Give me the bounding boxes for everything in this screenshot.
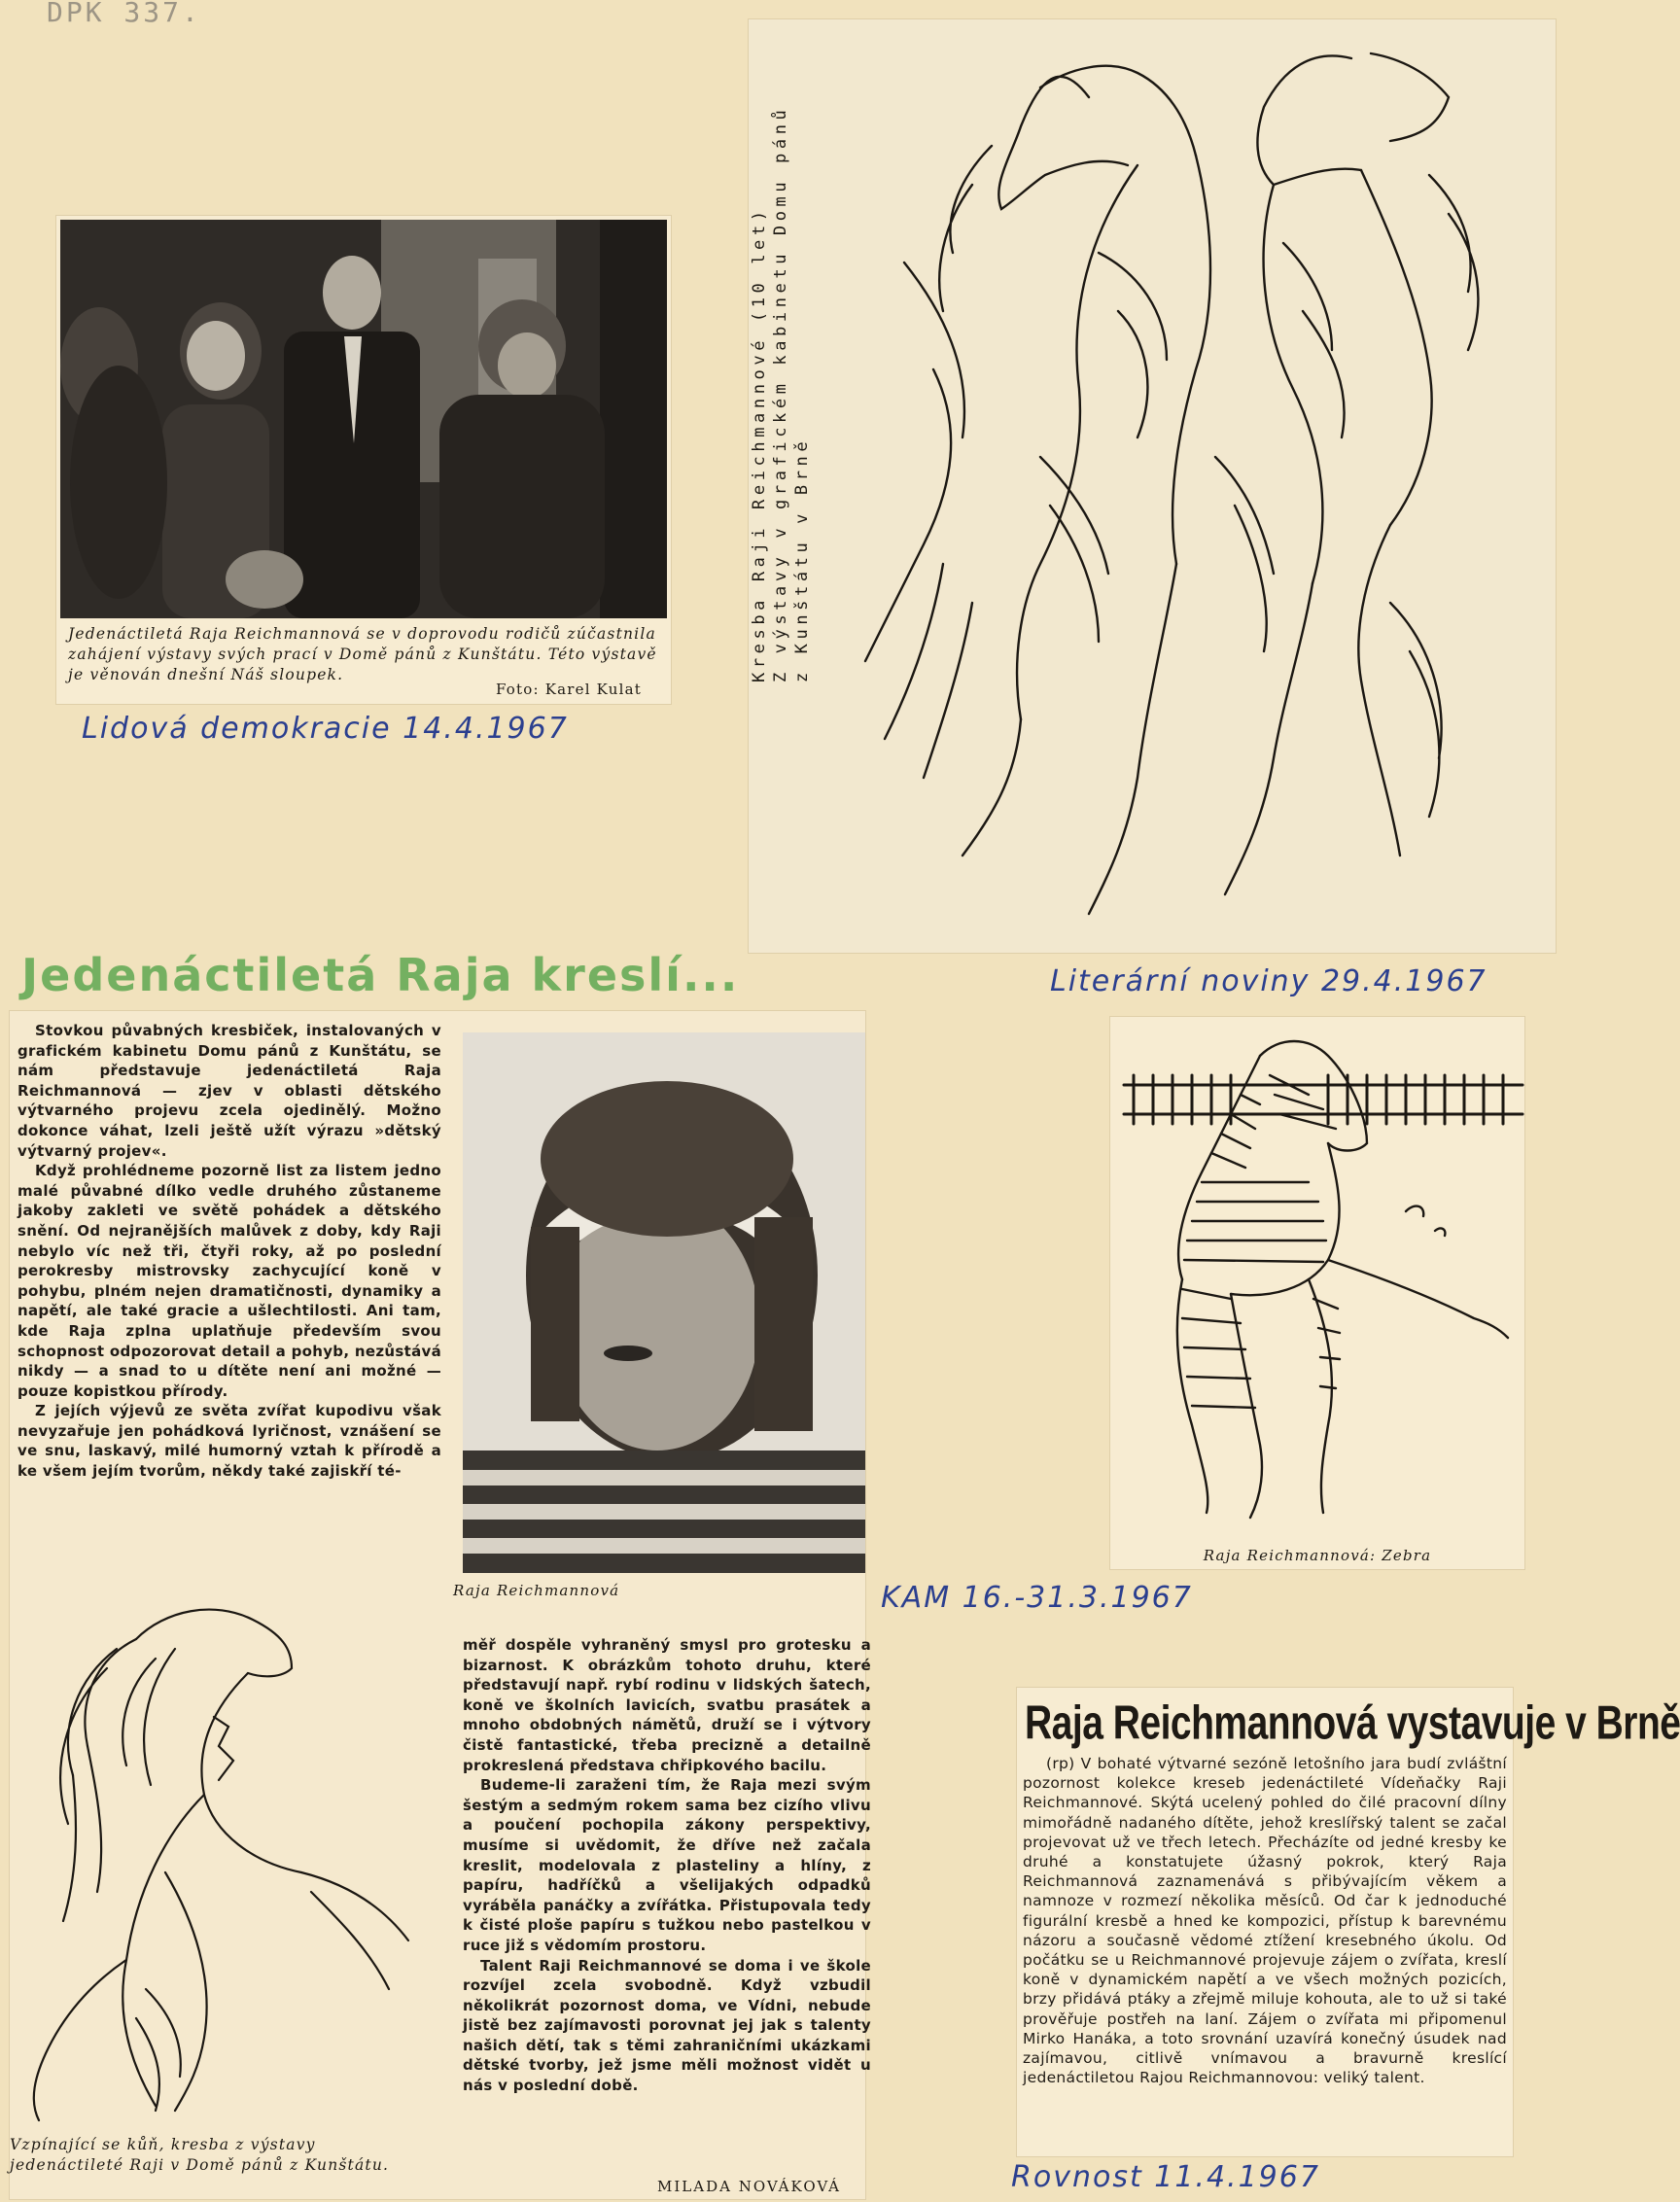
archive-stamp: DPK 337. [47, 0, 201, 28]
article-paragraph: Talent Raji Reichmannové se doma i ve škole rozvíjel zcela svobodně. Když vzbudil několikrát pozornost doma, ve Vídni, nebude jistě bez zajímavosti porovnat jej jak s talenty našich dětí, tak s těmi zahraničními ukázkami dětské tvorby, jež jsme měli možnost vidět u nás v poslední době. [463, 1956, 871, 2095]
article-column-2 [463, 1635, 871, 2096]
vertical-caption-line-3: z Kunštátu v Brně [792, 437, 812, 682]
article-paragraph: Budeme-li zaraženi tím, že Raja mezi svým šestým a sedmým rokem sama bez cizího vlivu a poučení pochopila zákony perspektivy, musíme si uvědomit, že dříve než začala kreslit, modelovala z plasteliny a hlíny, z papíru, hadříčků a všelijakých odpadků vyráběla panáčky a zvířátka. Přistupovala tedy k čisté ploše papíru s tužkou nebo pastelkou v ruce již s vědomím prostoru. [463, 1776, 871, 1954]
handwritten-source-4: KAM 16.-31.3.1967 [881, 1581, 1193, 1615]
article-author: MILADA NOVÁKOVÁ [657, 2178, 841, 2195]
article-paragraph: měř dospěle vyhraněný smysl pro grotesku a bizarnost. K obrázkům tohoto druhu, které představují např. rybí rodinu v lidských šatech, koně ve školních lavicích, svatbu prasátek a mnoho obdobných námětů, druží se i výtvory čistě fantastické, třeba precizně a detailně prokreslená představa chřipkového bacilu. [463, 1636, 871, 1774]
portrait-caption: Raja Reichmannová [453, 1582, 620, 1599]
clipping-horses-drawing [749, 19, 1556, 953]
handwritten-source-2: Literární noviny 29.4.1967 [1050, 964, 1488, 998]
article-column-1 [18, 1021, 441, 1482]
rovnost-headline: Raja Reichmannová vystavuje v Brně [1025, 1697, 1680, 1750]
photo-caption: Jedenáctiletá Raja Reichmannová se v doprovodu rodičů zúčastnila zahájení výstavy svých prací v Domě pánů z Kunštátu. Této výstavě je věnován dnešní Náš sloupek. [68, 625, 657, 683]
vertical-caption [749, 21, 813, 682]
article-paragraph: Stovkou půvabných kresbiček, instalovaných v grafickém kabinetu Domu pánů z Kunštátu, se nám představuje jedenáctiletá Raja Reichmannová — zjev v oblasti dětského výtvarného projevu zcela ojedinělý. Možno dokonce váhat, lzeli ještě užít výrazu »dětský výtvarný projev«. [18, 1022, 441, 1160]
rovnost-paragraph: (rp) V bohaté výtvarné sezóně letošního jara budí zvláštní pozornost kolekce kreseb jedenáctileté Vídeňačky Raji Reichmannové. Skýtá ucelený pohled do čilé pracovní dílny mimořádně nadaného dítěte, jehož kreslířský talent se začal projevovat už ve třech letech. Přecházíte od jedné kresby ke druhé a konstatujete úžasný pokrok, který Raja Reichmannová zaznamenává s přibývajícím věkem a namnoze v rozmezí několika měsíců. Od čar k jednoduché figurální kresbě a hned ke kompozici, přístup k barevnému názoru a současně vědomé ztížení kresebného úkolu. Od počátku se u Reichmannové projevuje zájem o zvířata, kreslí koně v dynamickém napětí a ve všech možných pozicích, brzy přidává ptáky a zřejmě miluje kohouta, ale to už si také prověřuje postřeh na laní. Zájem o zvířata mi připomenul Mirko Hanáka, a toto srovnání uzavírá konečný úsudek nad zajímavou, citlivě vnímavou a bravurně kreslící jedenáctiletou Rajou Reichmannovou: veliký talent. [1023, 1755, 1507, 2087]
handwritten-source-1: Lidová demokracie 14.4.1967 [82, 712, 569, 746]
vertical-caption-line-2: Z výstavy v grafickém kabinetu Domu pánů [771, 105, 790, 682]
zebra-caption: Raja Reichmannová: Zebra [1203, 1547, 1432, 1564]
clipping-rovnost [1017, 1688, 1680, 2156]
article-paragraph: Z jejích výjevů ze světa zvířat kupodivu však nevyzařuje jen pohádková lyričnost, vznášení se ve snu, laskavý, milé humorný vztah k přírodě a ke všem jejím tvorům, někdy také zajiskří té- [18, 1402, 441, 1481]
clipping-zebra [1110, 1017, 1524, 1569]
opening-photo [60, 220, 667, 618]
horse-caption: Vzpínající se kůň, kresba z výstavy jedenáctileté Raji v Domě pánů z Kunštátu. [10, 2136, 390, 2174]
handwritten-source-5: Rovnost 11.4.1967 [1011, 2160, 1320, 2194]
rearing-horse-drawing [19, 1581, 428, 2125]
portrait-photo [463, 1032, 865, 1573]
clipping-photo-opening [56, 216, 671, 704]
photo-credit: Foto: Karel Kulat [496, 681, 642, 698]
article-paragraph: Když prohlédneme pozorně list za listem jedno malé půvabné dílko vedle druhého zůstaneme jakoby zakleti ve světě pohádek a dětského snění. Od nejranějších malůvek z doby, kdy Raji nebylo víc než tři, čtyři roky, až po poslední perokresby mistrovsky zachycující koně v pohybu, plném nejen dramatičnosti, dynamiky a napětí, ale také gracie a ušlechtilosti. Ani tam, kde Raja zplna uplatňuje především svou schopnost odpozorovat detail a pohyb, nezůstává nikdy — a snad to u dítěte není ani možné — pouze kopistkou přírody. [18, 1162, 441, 1400]
article-headline: Jedenáctiletá Raja kreslí... [21, 949, 740, 1001]
vertical-caption-line-1: Kresba Raji Reichmannové (10 let) [750, 206, 769, 682]
rovnost-body [1023, 1754, 1507, 2087]
fence [1124, 1075, 1522, 1124]
horses-pen-drawing [846, 19, 1526, 943]
clipping-article-main [10, 1011, 871, 2199]
zebra-drawing [1114, 1036, 1522, 1532]
